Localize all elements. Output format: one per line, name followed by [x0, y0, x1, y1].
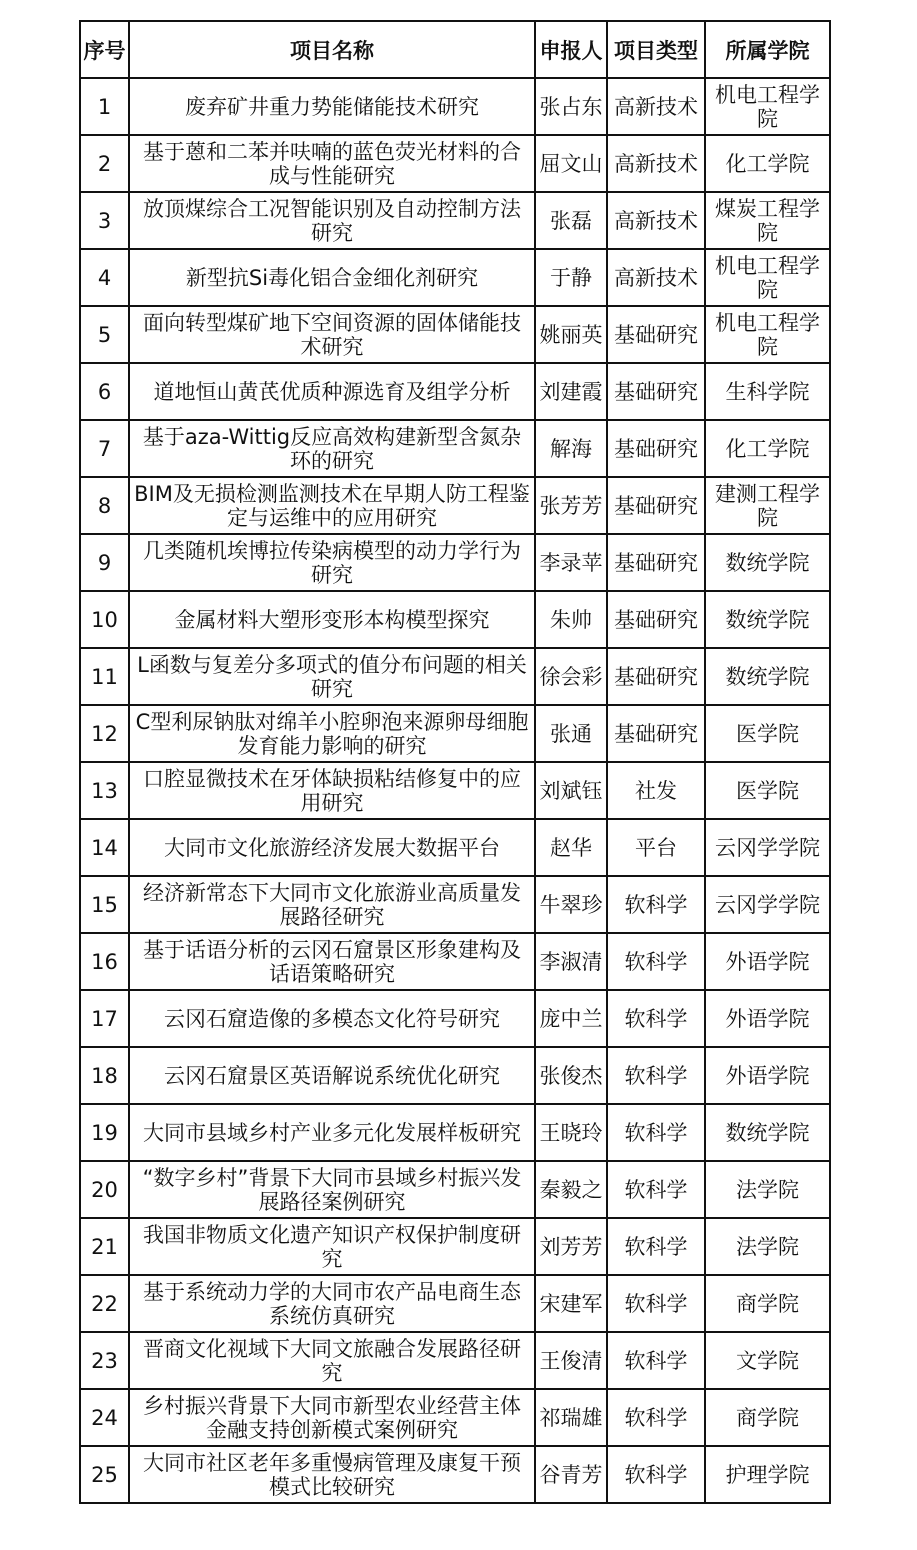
cell-project-type: 基础研究: [607, 306, 705, 363]
cell-college: 法学院: [705, 1218, 830, 1275]
table-row: [80, 1161, 830, 1218]
table-row: [80, 249, 830, 306]
cell-college: 护理学院: [705, 1446, 830, 1503]
cell-project-name: 云冈石窟景区英语解说系统优化研究: [129, 1047, 535, 1104]
cell-project-type: 软科学: [607, 933, 705, 990]
cell-project-name: BIM及无损检测监测技术在早期人防工程鉴定与运维中的应用研究: [129, 477, 535, 534]
cell-no: 15: [80, 876, 129, 933]
table-row: [80, 876, 830, 933]
cell-project-type: 基础研究: [607, 591, 705, 648]
cell-project-type: 平台: [607, 819, 705, 876]
cell-applicant: 秦毅之: [535, 1161, 607, 1218]
cell-project-type: 基础研究: [607, 363, 705, 420]
cell-project-type: 软科学: [607, 1104, 705, 1161]
cell-applicant: 姚丽英: [535, 306, 607, 363]
cell-applicant: 张占东: [535, 78, 607, 135]
cell-applicant: 庞中兰: [535, 990, 607, 1047]
project-table: [79, 20, 831, 1504]
cell-project-name: 面向转型煤矿地下空间资源的固体储能技术研究: [129, 306, 535, 363]
cell-no: 9: [80, 534, 129, 591]
cell-project-type: 高新技术: [607, 249, 705, 306]
cell-project-name: 放顶煤综合工况智能识别及自动控制方法研究: [129, 192, 535, 249]
table-row: [80, 1332, 830, 1389]
cell-project-name: 大同市县域乡村产业多元化发展样板研究: [129, 1104, 535, 1161]
cell-no: 7: [80, 420, 129, 477]
table-row: [80, 1047, 830, 1104]
cell-applicant: 李淑清: [535, 933, 607, 990]
cell-college: 云冈学学院: [705, 819, 830, 876]
table-row: [80, 705, 830, 762]
cell-project-name: 晋商文化视域下大同文旅融合发展路径研究: [129, 1332, 535, 1389]
cell-project-name: 经济新常态下大同市文化旅游业高质量发展路径研究: [129, 876, 535, 933]
cell-college: 数统学院: [705, 648, 830, 705]
cell-applicant: 张芳芳: [535, 477, 607, 534]
cell-project-type: 高新技术: [607, 135, 705, 192]
cell-college: 化工学院: [705, 420, 830, 477]
cell-applicant: 刘建霞: [535, 363, 607, 420]
cell-college: 化工学院: [705, 135, 830, 192]
cell-applicant: 赵华: [535, 819, 607, 876]
cell-applicant: 宋建军: [535, 1275, 607, 1332]
cell-college: 机电工程学院: [705, 306, 830, 363]
table-row: [80, 78, 830, 135]
cell-applicant: 王俊清: [535, 1332, 607, 1389]
cell-project-name: L函数与复差分多项式的值分布问题的相关研究: [129, 648, 535, 705]
cell-no: 11: [80, 648, 129, 705]
cell-college: 机电工程学院: [705, 78, 830, 135]
cell-no: 16: [80, 933, 129, 990]
table-row: [80, 534, 830, 591]
cell-applicant: 张磊: [535, 192, 607, 249]
cell-college: 商学院: [705, 1275, 830, 1332]
cell-no: 24: [80, 1389, 129, 1446]
cell-project-name: 基于系统动力学的大同市农产品电商生态系统仿真研究: [129, 1275, 535, 1332]
table-row: [80, 192, 830, 249]
cell-project-name: 基于蒽和二苯并呋喃的蓝色荧光材料的合成与性能研究: [129, 135, 535, 192]
cell-college: 法学院: [705, 1161, 830, 1218]
cell-project-name: 新型抗Si毒化铝合金细化剂研究: [129, 249, 535, 306]
cell-project-name: 云冈石窟造像的多模态文化符号研究: [129, 990, 535, 1047]
cell-college: 外语学院: [705, 990, 830, 1047]
table-row: [80, 933, 830, 990]
table-row: [80, 762, 830, 819]
table-row: [80, 306, 830, 363]
cell-project-type: 高新技术: [607, 78, 705, 135]
cell-college: 煤炭工程学院: [705, 192, 830, 249]
cell-no: 3: [80, 192, 129, 249]
cell-project-type: 软科学: [607, 990, 705, 1047]
cell-project-name: 大同市文化旅游经济发展大数据平台: [129, 819, 535, 876]
cell-no: 25: [80, 1446, 129, 1503]
header-college: 所属学院: [705, 21, 830, 78]
cell-no: 21: [80, 1218, 129, 1275]
cell-project-type: 基础研究: [607, 648, 705, 705]
cell-project-name: C型利尿钠肽对绵羊小腔卵泡来源卵母细胞发育能力影响的研究: [129, 705, 535, 762]
table-row: [80, 1446, 830, 1503]
cell-project-type: 基础研究: [607, 420, 705, 477]
cell-no: 4: [80, 249, 129, 306]
cell-project-type: 软科学: [607, 1332, 705, 1389]
cell-project-name: 金属材料大塑形变形本构模型探究: [129, 591, 535, 648]
cell-college: 数统学院: [705, 1104, 830, 1161]
header-project-name: 项目名称: [129, 21, 535, 78]
table-row: [80, 1389, 830, 1446]
cell-project-type: 基础研究: [607, 534, 705, 591]
cell-college: 文学院: [705, 1332, 830, 1389]
table-row: [80, 819, 830, 876]
cell-applicant: 张通: [535, 705, 607, 762]
cell-no: 20: [80, 1161, 129, 1218]
cell-applicant: 祁瑞雄: [535, 1389, 607, 1446]
cell-applicant: 刘斌钰: [535, 762, 607, 819]
cell-college: 商学院: [705, 1389, 830, 1446]
cell-applicant: 张俊杰: [535, 1047, 607, 1104]
cell-no: 6: [80, 363, 129, 420]
header-applicant: 申报人: [535, 21, 607, 78]
cell-project-type: 软科学: [607, 876, 705, 933]
cell-college: 数统学院: [705, 591, 830, 648]
cell-college: 医学院: [705, 762, 830, 819]
table-row: [80, 591, 830, 648]
cell-project-name: 废弃矿井重力势能储能技术研究: [129, 78, 535, 135]
cell-no: 19: [80, 1104, 129, 1161]
cell-project-type: 软科学: [607, 1275, 705, 1332]
table-row: [80, 1275, 830, 1332]
cell-project-name: 几类随机埃博拉传染病模型的动力学行为研究: [129, 534, 535, 591]
cell-project-type: 软科学: [607, 1446, 705, 1503]
table-row: [80, 1218, 830, 1275]
table-row: [80, 990, 830, 1047]
cell-no: 5: [80, 306, 129, 363]
cell-no: 12: [80, 705, 129, 762]
cell-no: 10: [80, 591, 129, 648]
table-row: [80, 477, 830, 534]
cell-project-type: 基础研究: [607, 705, 705, 762]
cell-project-name: 口腔显微技术在牙体缺损粘结修复中的应用研究: [129, 762, 535, 819]
cell-project-name: 乡村振兴背景下大同市新型农业经营主体金融支持创新模式案例研究: [129, 1389, 535, 1446]
table-row: [80, 363, 830, 420]
cell-applicant: 牛翠珍: [535, 876, 607, 933]
cell-project-type: 社发: [607, 762, 705, 819]
table-row: [80, 648, 830, 705]
cell-project-name: 基于aza-Wittig反应高效构建新型含氮杂环的研究: [129, 420, 535, 477]
cell-no: 18: [80, 1047, 129, 1104]
cell-project-name: 基于话语分析的云冈石窟景区形象建构及话语策略研究: [129, 933, 535, 990]
cell-no: 2: [80, 135, 129, 192]
cell-college: 建测工程学院: [705, 477, 830, 534]
cell-college: 医学院: [705, 705, 830, 762]
cell-project-type: 软科学: [607, 1161, 705, 1218]
cell-applicant: 李录苹: [535, 534, 607, 591]
cell-college: 数统学院: [705, 534, 830, 591]
cell-no: 1: [80, 78, 129, 135]
table-body: [80, 78, 830, 1503]
table-row: [80, 135, 830, 192]
cell-no: 23: [80, 1332, 129, 1389]
cell-project-name: 我国非物质文化遗产知识产权保护制度研究: [129, 1218, 535, 1275]
cell-college: 云冈学学院: [705, 876, 830, 933]
cell-applicant: 徐会彩: [535, 648, 607, 705]
cell-project-type: 软科学: [607, 1218, 705, 1275]
cell-no: 14: [80, 819, 129, 876]
cell-project-name: 道地恒山黄芪优质种源选育及组学分析: [129, 363, 535, 420]
cell-project-type: 软科学: [607, 1047, 705, 1104]
cell-project-name: 大同市社区老年多重慢病管理及康复干预模式比较研究: [129, 1446, 535, 1503]
cell-college: 机电工程学院: [705, 249, 830, 306]
table-row: [80, 1104, 830, 1161]
cell-no: 13: [80, 762, 129, 819]
cell-applicant: 谷青芳: [535, 1446, 607, 1503]
table-row: [80, 420, 830, 477]
cell-no: 8: [80, 477, 129, 534]
cell-applicant: 屈文山: [535, 135, 607, 192]
cell-project-type: 高新技术: [607, 192, 705, 249]
cell-applicant: 解海: [535, 420, 607, 477]
cell-college: 外语学院: [705, 933, 830, 990]
cell-no: 22: [80, 1275, 129, 1332]
header-no: 序号: [80, 21, 129, 78]
cell-applicant: 刘芳芳: [535, 1218, 607, 1275]
cell-project-name: “数字乡村”背景下大同市县域乡村振兴发展路径案例研究: [129, 1161, 535, 1218]
header-project-type: 项目类型: [607, 21, 705, 78]
cell-applicant: 王晓玲: [535, 1104, 607, 1161]
header-row: [80, 21, 830, 78]
cell-project-type: 软科学: [607, 1389, 705, 1446]
cell-project-type: 基础研究: [607, 477, 705, 534]
cell-college: 生科学院: [705, 363, 830, 420]
cell-no: 17: [80, 990, 129, 1047]
cell-applicant: 朱帅: [535, 591, 607, 648]
cell-applicant: 于静: [535, 249, 607, 306]
cell-college: 外语学院: [705, 1047, 830, 1104]
